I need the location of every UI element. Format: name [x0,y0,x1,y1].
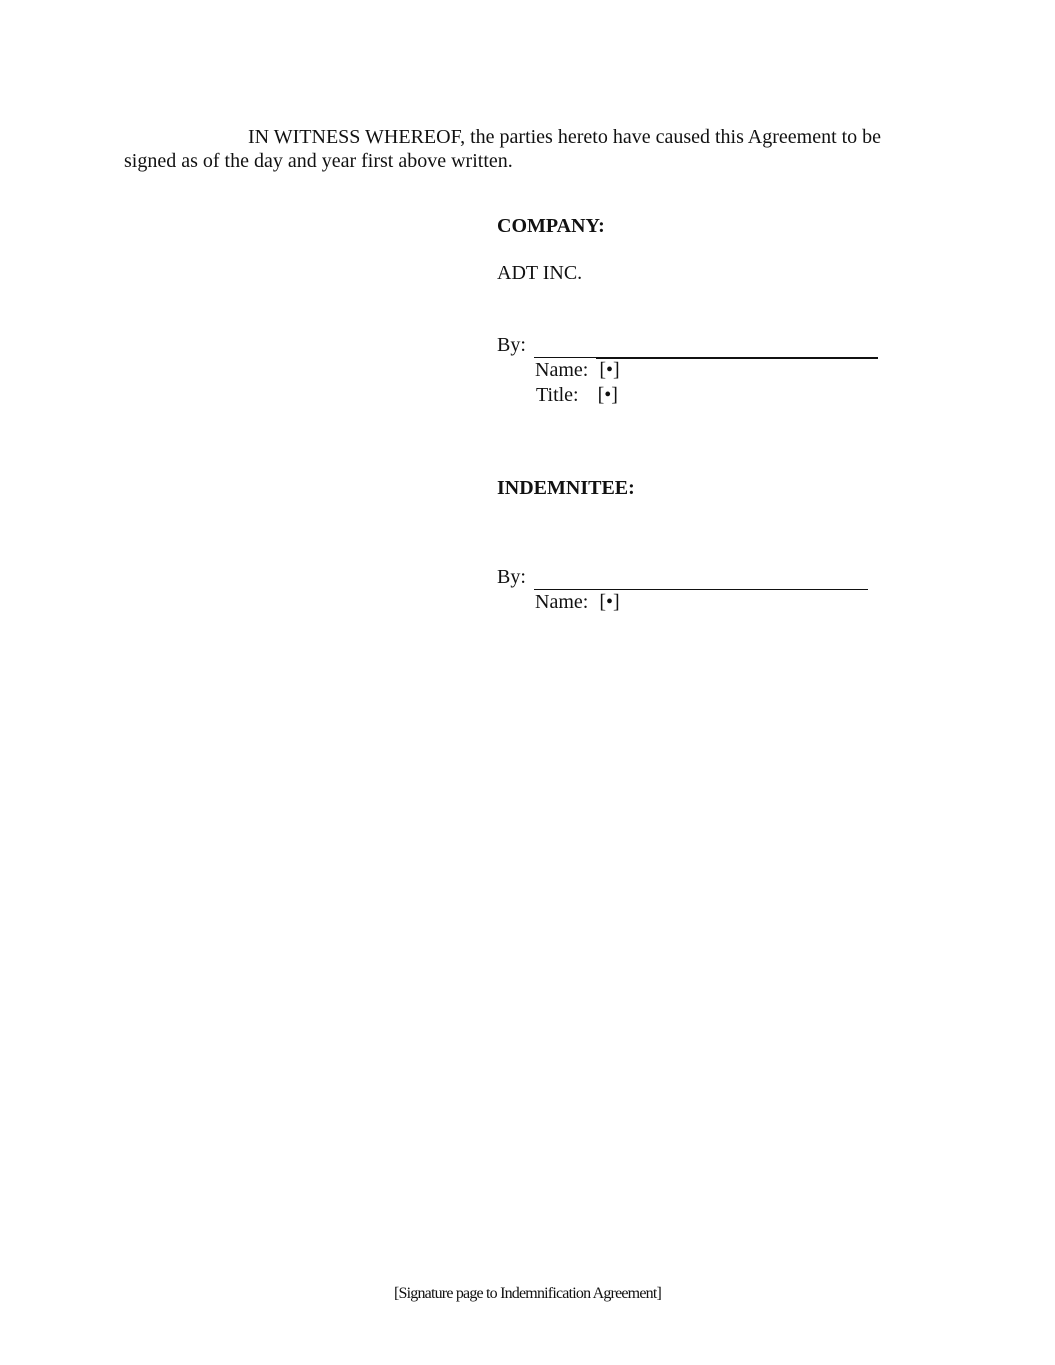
company-signature-block [497,214,917,408]
indemnitee-signature-block [497,476,917,615]
page-footer: [Signature page to Indemnification Agreement] [393,1285,661,1302]
company-title-value: [•] [597,384,618,406]
company-signature-line [534,339,878,358]
company-name-label: Name: [535,359,589,381]
indemnitee-signature-line [534,571,868,590]
indemnitee-name-label: Name: [535,591,589,613]
company-name-value: [•] [599,359,620,381]
company-name-field [497,358,917,383]
company-by-row [497,333,917,358]
company-title-field [497,383,917,408]
company-name: ADT INC. [497,262,583,284]
company-heading: COMPANY: [497,215,605,237]
indemnitee-by-label: By: [497,566,526,588]
company-by-label: By: [497,334,526,356]
indemnitee-heading: INDEMNITEE: [497,477,635,499]
indemnitee-by-row [497,565,917,590]
witness-paragraph: IN WITNESS WHEREOF, the parties hereto have caused this Agreement to be signed as of the day and year first above written. [124,126,882,172]
indemnitee-name-value: [•] [599,591,620,613]
indemnitee-name-field [497,590,917,615]
company-title-label: Title: [536,384,579,406]
